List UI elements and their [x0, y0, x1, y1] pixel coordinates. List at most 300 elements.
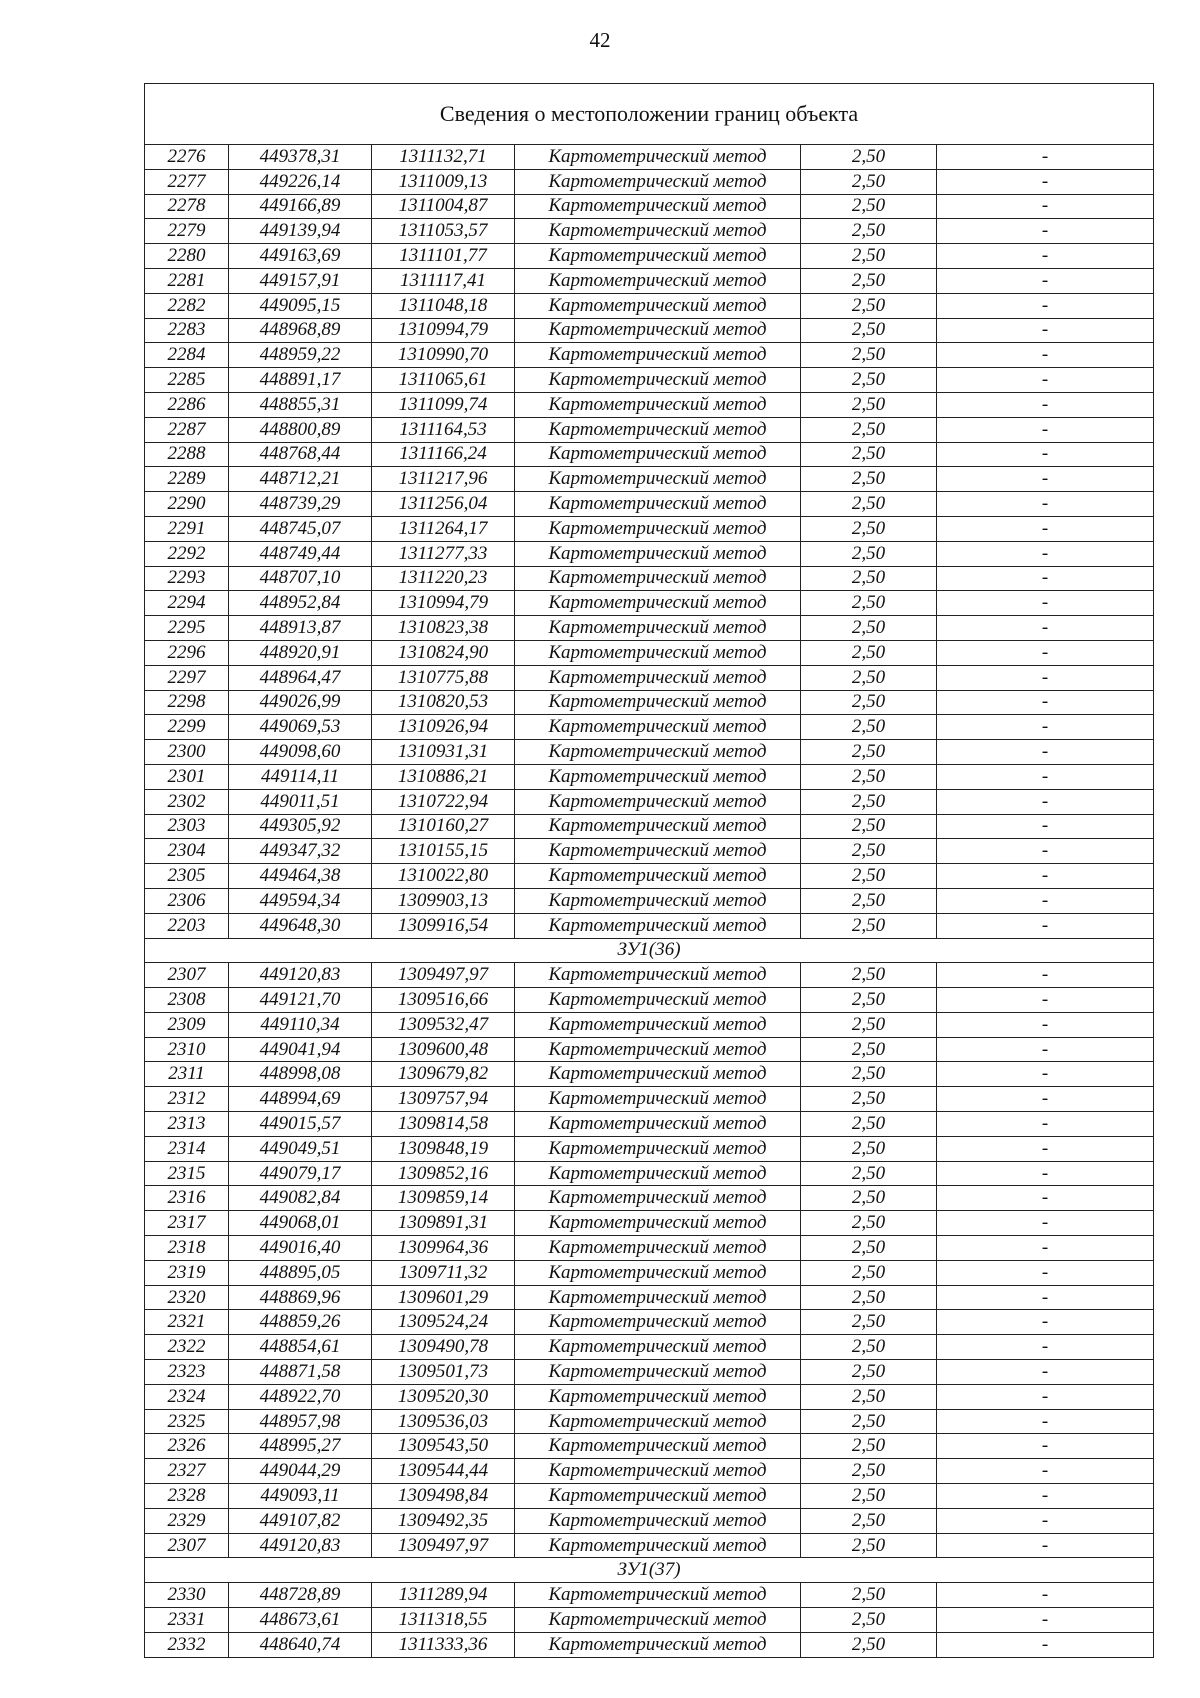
description-cell: - [937, 392, 1154, 417]
method-cell: Картометрический метод [515, 1632, 801, 1657]
table-row [145, 368, 1154, 393]
table-row [145, 690, 1154, 715]
x-coordinate-cell: 449093,11 [229, 1484, 372, 1509]
x-coordinate-cell: 449095,15 [229, 293, 372, 318]
x-coordinate-cell: 448922,70 [229, 1384, 372, 1409]
accuracy-cell: 2,50 [801, 616, 937, 641]
method-cell: Картометрический метод [515, 740, 801, 765]
y-coordinate-cell: 1311009,13 [372, 169, 515, 194]
accuracy-cell: 2,50 [801, 864, 937, 889]
point-number-cell: 2305 [145, 864, 229, 889]
point-number-cell: 2284 [145, 343, 229, 368]
accuracy-cell: 2,50 [801, 1112, 937, 1137]
accuracy-cell: 2,50 [801, 764, 937, 789]
method-cell: Картометрический метод [515, 963, 801, 988]
method-cell: Картометрический метод [515, 1211, 801, 1236]
x-coordinate-cell: 448768,44 [229, 442, 372, 467]
method-cell: Картометрический метод [515, 492, 801, 517]
point-number-cell: 2327 [145, 1459, 229, 1484]
y-coordinate-cell: 1311217,96 [372, 467, 515, 492]
x-coordinate-cell: 448913,87 [229, 616, 372, 641]
point-number-cell: 2299 [145, 715, 229, 740]
y-coordinate-cell: 1311164,53 [372, 417, 515, 442]
point-number-cell: 2279 [145, 219, 229, 244]
table-row [145, 1012, 1154, 1037]
table-row [145, 1310, 1154, 1335]
x-coordinate-cell: 449157,91 [229, 268, 372, 293]
point-number-cell: 2290 [145, 492, 229, 517]
x-coordinate-cell: 449011,51 [229, 789, 372, 814]
accuracy-cell: 2,50 [801, 145, 937, 170]
description-cell: - [937, 492, 1154, 517]
table-row [145, 814, 1154, 839]
point-number-cell: 2320 [145, 1285, 229, 1310]
table-row [145, 1335, 1154, 1360]
accuracy-cell: 2,50 [801, 219, 937, 244]
table-row [145, 1037, 1154, 1062]
accuracy-cell: 2,50 [801, 1508, 937, 1533]
accuracy-cell: 2,50 [801, 888, 937, 913]
y-coordinate-cell: 1310823,38 [372, 616, 515, 641]
y-coordinate-cell: 1311065,61 [372, 368, 515, 393]
point-number-cell: 2319 [145, 1260, 229, 1285]
point-number-cell: 2321 [145, 1310, 229, 1335]
x-coordinate-cell: 448920,91 [229, 640, 372, 665]
table-row [145, 1409, 1154, 1434]
x-coordinate-cell: 448998,08 [229, 1062, 372, 1087]
point-number-cell: 2315 [145, 1161, 229, 1186]
method-cell: Картометрический метод [515, 988, 801, 1013]
y-coordinate-cell: 1311101,77 [372, 244, 515, 269]
y-coordinate-cell: 1310824,90 [372, 640, 515, 665]
x-coordinate-cell: 448707,10 [229, 566, 372, 591]
y-coordinate-cell: 1309490,78 [372, 1335, 515, 1360]
table-row [145, 219, 1154, 244]
accuracy-cell: 2,50 [801, 1310, 937, 1335]
accuracy-cell: 2,50 [801, 566, 937, 591]
table-row [145, 764, 1154, 789]
description-cell: - [937, 1260, 1154, 1285]
accuracy-cell: 2,50 [801, 1012, 937, 1037]
method-cell: Картометрический метод [515, 1335, 801, 1360]
method-cell: Картометрический метод [515, 244, 801, 269]
table-row [145, 864, 1154, 889]
point-number-cell: 2291 [145, 516, 229, 541]
accuracy-cell: 2,50 [801, 1632, 937, 1657]
point-number-cell: 2307 [145, 1533, 229, 1558]
method-cell: Картометрический метод [515, 219, 801, 244]
x-coordinate-cell: 448871,58 [229, 1360, 372, 1385]
accuracy-cell: 2,50 [801, 541, 937, 566]
description-cell: - [937, 839, 1154, 864]
y-coordinate-cell: 1310722,94 [372, 789, 515, 814]
description-cell: - [937, 1459, 1154, 1484]
y-coordinate-cell: 1311333,36 [372, 1632, 515, 1657]
accuracy-cell: 2,50 [801, 1583, 937, 1608]
method-cell: Картометрический метод [515, 368, 801, 393]
table-row [145, 293, 1154, 318]
point-number-cell: 2301 [145, 764, 229, 789]
point-number-cell: 2296 [145, 640, 229, 665]
point-number-cell: 2282 [145, 293, 229, 318]
accuracy-cell: 2,50 [801, 1037, 937, 1062]
table-row [145, 516, 1154, 541]
description-cell: - [937, 417, 1154, 442]
table-row [145, 839, 1154, 864]
table-row [145, 1161, 1154, 1186]
x-coordinate-cell: 448869,96 [229, 1285, 372, 1310]
description-cell: - [937, 1632, 1154, 1657]
table-row [145, 715, 1154, 740]
section-header-row [145, 938, 1154, 963]
description-cell: - [937, 1310, 1154, 1335]
point-number-cell: 2276 [145, 145, 229, 170]
x-coordinate-cell: 448964,47 [229, 665, 372, 690]
description-cell: - [937, 1285, 1154, 1310]
accuracy-cell: 2,50 [801, 417, 937, 442]
method-cell: Картометрический метод [515, 888, 801, 913]
description-cell: - [937, 541, 1154, 566]
description-cell: - [937, 1236, 1154, 1261]
table-row [145, 913, 1154, 938]
description-cell: - [937, 343, 1154, 368]
y-coordinate-cell: 1309891,31 [372, 1211, 515, 1236]
method-cell: Картометрический метод [515, 467, 801, 492]
table-row [145, 1186, 1154, 1211]
y-coordinate-cell: 1309600,48 [372, 1037, 515, 1062]
accuracy-cell: 2,50 [801, 467, 937, 492]
description-cell: - [937, 145, 1154, 170]
description-cell: - [937, 1012, 1154, 1037]
method-cell: Картометрический метод [515, 1310, 801, 1335]
y-coordinate-cell: 1311132,71 [372, 145, 515, 170]
x-coordinate-cell: 448728,89 [229, 1583, 372, 1608]
point-number-cell: 2278 [145, 194, 229, 219]
table-row [145, 1384, 1154, 1409]
point-number-cell: 2312 [145, 1087, 229, 1112]
accuracy-cell: 2,50 [801, 1434, 937, 1459]
x-coordinate-cell: 449166,89 [229, 194, 372, 219]
method-cell: Картометрический метод [515, 1161, 801, 1186]
point-number-cell: 2316 [145, 1186, 229, 1211]
table-row [145, 1360, 1154, 1385]
y-coordinate-cell: 1309497,97 [372, 1533, 515, 1558]
method-cell: Картометрический метод [515, 194, 801, 219]
x-coordinate-cell: 449226,14 [229, 169, 372, 194]
method-cell: Картометрический метод [515, 1508, 801, 1533]
table-row [145, 145, 1154, 170]
table-row [145, 988, 1154, 1013]
y-coordinate-cell: 1309498,84 [372, 1484, 515, 1509]
x-coordinate-cell: 448673,61 [229, 1608, 372, 1633]
table-row [145, 343, 1154, 368]
method-cell: Картометрический метод [515, 665, 801, 690]
point-number-cell: 2303 [145, 814, 229, 839]
method-cell: Картометрический метод [515, 1136, 801, 1161]
table-row [145, 1583, 1154, 1608]
description-cell: - [937, 963, 1154, 988]
method-cell: Картометрический метод [515, 913, 801, 938]
y-coordinate-cell: 1309711,32 [372, 1260, 515, 1285]
description-cell: - [937, 268, 1154, 293]
table-title: Сведения о местоположении границ объекта [145, 84, 1154, 145]
accuracy-cell: 2,50 [801, 293, 937, 318]
x-coordinate-cell: 448891,17 [229, 368, 372, 393]
table-row [145, 318, 1154, 343]
accuracy-cell: 2,50 [801, 1484, 937, 1509]
method-cell: Картометрический метод [515, 566, 801, 591]
method-cell: Картометрический метод [515, 541, 801, 566]
point-number-cell: 2318 [145, 1236, 229, 1261]
accuracy-cell: 2,50 [801, 1285, 937, 1310]
y-coordinate-cell: 1311289,94 [372, 1583, 515, 1608]
description-cell: - [937, 665, 1154, 690]
x-coordinate-cell: 448854,61 [229, 1335, 372, 1360]
description-cell: - [937, 690, 1154, 715]
method-cell: Картометрический метод [515, 640, 801, 665]
table-row [145, 1211, 1154, 1236]
x-coordinate-cell: 448959,22 [229, 343, 372, 368]
accuracy-cell: 2,50 [801, 1260, 937, 1285]
point-number-cell: 2288 [145, 442, 229, 467]
description-cell: - [937, 1608, 1154, 1633]
description-cell: - [937, 913, 1154, 938]
description-cell: - [937, 764, 1154, 789]
description-cell: - [937, 888, 1154, 913]
point-number-cell: 2324 [145, 1384, 229, 1409]
x-coordinate-cell: 449120,83 [229, 1533, 372, 1558]
accuracy-cell: 2,50 [801, 343, 937, 368]
method-cell: Картометрический метод [515, 1533, 801, 1558]
x-coordinate-cell: 449098,60 [229, 740, 372, 765]
y-coordinate-cell: 1309532,47 [372, 1012, 515, 1037]
x-coordinate-cell: 449110,34 [229, 1012, 372, 1037]
x-coordinate-cell: 448739,29 [229, 492, 372, 517]
description-cell: - [937, 640, 1154, 665]
x-coordinate-cell: 449107,82 [229, 1508, 372, 1533]
accuracy-cell: 2,50 [801, 442, 937, 467]
x-coordinate-cell: 449305,92 [229, 814, 372, 839]
description-cell: - [937, 244, 1154, 269]
accuracy-cell: 2,50 [801, 492, 937, 517]
method-cell: Картометрический метод [515, 789, 801, 814]
description-cell: - [937, 442, 1154, 467]
description-cell: - [937, 740, 1154, 765]
point-number-cell: 2297 [145, 665, 229, 690]
y-coordinate-cell: 1309852,16 [372, 1161, 515, 1186]
x-coordinate-cell: 449082,84 [229, 1186, 372, 1211]
table-row [145, 591, 1154, 616]
method-cell: Картометрический метод [515, 1186, 801, 1211]
y-coordinate-cell: 1309544,44 [372, 1459, 515, 1484]
point-number-cell: 2325 [145, 1409, 229, 1434]
description-cell: - [937, 1211, 1154, 1236]
x-coordinate-cell: 449079,17 [229, 1161, 372, 1186]
description-cell: - [937, 1434, 1154, 1459]
description-cell: - [937, 789, 1154, 814]
x-coordinate-cell: 448859,26 [229, 1310, 372, 1335]
x-coordinate-cell: 448994,69 [229, 1087, 372, 1112]
x-coordinate-cell: 448968,89 [229, 318, 372, 343]
table-row [145, 169, 1154, 194]
accuracy-cell: 2,50 [801, 665, 937, 690]
point-number-cell: 2280 [145, 244, 229, 269]
x-coordinate-cell: 449464,38 [229, 864, 372, 889]
y-coordinate-cell: 1311004,87 [372, 194, 515, 219]
method-cell: Картометрический метод [515, 839, 801, 864]
table-row [145, 541, 1154, 566]
y-coordinate-cell: 1309601,29 [372, 1285, 515, 1310]
description-cell: - [937, 988, 1154, 1013]
method-cell: Картометрический метод [515, 814, 801, 839]
point-number-cell: 2326 [145, 1434, 229, 1459]
table-row [145, 467, 1154, 492]
y-coordinate-cell: 1311099,74 [372, 392, 515, 417]
point-number-cell: 2300 [145, 740, 229, 765]
description-cell: - [937, 1583, 1154, 1608]
method-cell: Картометрический метод [515, 616, 801, 641]
section-header-row [145, 1558, 1154, 1583]
table-row [145, 740, 1154, 765]
y-coordinate-cell: 1310931,31 [372, 740, 515, 765]
table-caption-row [145, 84, 1154, 145]
method-cell: Картометрический метод [515, 343, 801, 368]
y-coordinate-cell: 1309916,54 [372, 913, 515, 938]
y-coordinate-cell: 1309848,19 [372, 1136, 515, 1161]
x-coordinate-cell: 448995,27 [229, 1434, 372, 1459]
description-cell: - [937, 1136, 1154, 1161]
method-cell: Картометрический метод [515, 715, 801, 740]
point-number-cell: 2313 [145, 1112, 229, 1137]
y-coordinate-cell: 1310155,15 [372, 839, 515, 864]
description-cell: - [937, 1384, 1154, 1409]
description-cell: - [937, 516, 1154, 541]
point-number-cell: 2304 [145, 839, 229, 864]
description-cell: - [937, 1409, 1154, 1434]
description-cell: - [937, 1335, 1154, 1360]
y-coordinate-cell: 1311264,17 [372, 516, 515, 541]
point-number-cell: 2314 [145, 1136, 229, 1161]
y-coordinate-cell: 1309516,66 [372, 988, 515, 1013]
method-cell: Картометрический метод [515, 591, 801, 616]
x-coordinate-cell: 449378,31 [229, 145, 372, 170]
table-row [145, 1062, 1154, 1087]
table-row [145, 1112, 1154, 1137]
accuracy-cell: 2,50 [801, 839, 937, 864]
x-coordinate-cell: 449041,94 [229, 1037, 372, 1062]
y-coordinate-cell: 1309543,50 [372, 1434, 515, 1459]
method-cell: Картометрический метод [515, 318, 801, 343]
x-coordinate-cell: 449139,94 [229, 219, 372, 244]
accuracy-cell: 2,50 [801, 169, 937, 194]
y-coordinate-cell: 1310160,27 [372, 814, 515, 839]
table-row [145, 1260, 1154, 1285]
x-coordinate-cell: 449121,70 [229, 988, 372, 1013]
point-number-cell: 2309 [145, 1012, 229, 1037]
x-coordinate-cell: 448749,44 [229, 541, 372, 566]
point-number-cell: 2317 [145, 1211, 229, 1236]
y-coordinate-cell: 1310926,94 [372, 715, 515, 740]
point-number-cell: 2311 [145, 1062, 229, 1087]
method-cell: Картометрический метод [515, 169, 801, 194]
description-cell: - [937, 591, 1154, 616]
boundary-coordinates-table [144, 83, 1154, 1658]
description-cell: - [937, 616, 1154, 641]
y-coordinate-cell: 1309497,97 [372, 963, 515, 988]
description-cell: - [937, 467, 1154, 492]
accuracy-cell: 2,50 [801, 1409, 937, 1434]
x-coordinate-cell: 448957,98 [229, 1409, 372, 1434]
accuracy-cell: 2,50 [801, 814, 937, 839]
point-number-cell: 2295 [145, 616, 229, 641]
y-coordinate-cell: 1311048,18 [372, 293, 515, 318]
description-cell: - [937, 318, 1154, 343]
table-row [145, 492, 1154, 517]
method-cell: Картометрический метод [515, 1260, 801, 1285]
point-number-cell: 2323 [145, 1360, 229, 1385]
accuracy-cell: 2,50 [801, 1533, 937, 1558]
section-label: ЗУ1(37) [145, 1558, 1154, 1583]
accuracy-cell: 2,50 [801, 1608, 937, 1633]
table-row [145, 1459, 1154, 1484]
accuracy-cell: 2,50 [801, 318, 937, 343]
accuracy-cell: 2,50 [801, 516, 937, 541]
table-row [145, 1136, 1154, 1161]
point-number-cell: 2329 [145, 1508, 229, 1533]
table-row [145, 194, 1154, 219]
point-number-cell: 2307 [145, 963, 229, 988]
point-number-cell: 2322 [145, 1335, 229, 1360]
y-coordinate-cell: 1310994,79 [372, 318, 515, 343]
accuracy-cell: 2,50 [801, 963, 937, 988]
point-number-cell: 2332 [145, 1632, 229, 1657]
point-number-cell: 2283 [145, 318, 229, 343]
accuracy-cell: 2,50 [801, 715, 937, 740]
x-coordinate-cell: 449648,30 [229, 913, 372, 938]
method-cell: Картометрический метод [515, 392, 801, 417]
point-number-cell: 2308 [145, 988, 229, 1013]
x-coordinate-cell: 448952,84 [229, 591, 372, 616]
y-coordinate-cell: 1309903,13 [372, 888, 515, 913]
accuracy-cell: 2,50 [801, 1087, 937, 1112]
accuracy-cell: 2,50 [801, 1335, 937, 1360]
description-cell: - [937, 1508, 1154, 1533]
accuracy-cell: 2,50 [801, 368, 937, 393]
description-cell: - [937, 1062, 1154, 1087]
point-number-cell: 2331 [145, 1608, 229, 1633]
point-number-cell: 2328 [145, 1484, 229, 1509]
x-coordinate-cell: 449347,32 [229, 839, 372, 864]
y-coordinate-cell: 1310886,21 [372, 764, 515, 789]
description-cell: - [937, 566, 1154, 591]
table-row [145, 1236, 1154, 1261]
section-label: ЗУ1(36) [145, 938, 1154, 963]
y-coordinate-cell: 1309524,24 [372, 1310, 515, 1335]
y-coordinate-cell: 1309536,03 [372, 1409, 515, 1434]
table-row [145, 1087, 1154, 1112]
point-number-cell: 2292 [145, 541, 229, 566]
method-cell: Картометрический метод [515, 1062, 801, 1087]
point-number-cell: 2203 [145, 913, 229, 938]
description-cell: - [937, 219, 1154, 244]
method-cell: Картометрический метод [515, 1037, 801, 1062]
x-coordinate-cell: 448800,89 [229, 417, 372, 442]
table-row [145, 888, 1154, 913]
table-row [145, 1632, 1154, 1657]
accuracy-cell: 2,50 [801, 1236, 937, 1261]
x-coordinate-cell: 449015,57 [229, 1112, 372, 1137]
table-row [145, 789, 1154, 814]
